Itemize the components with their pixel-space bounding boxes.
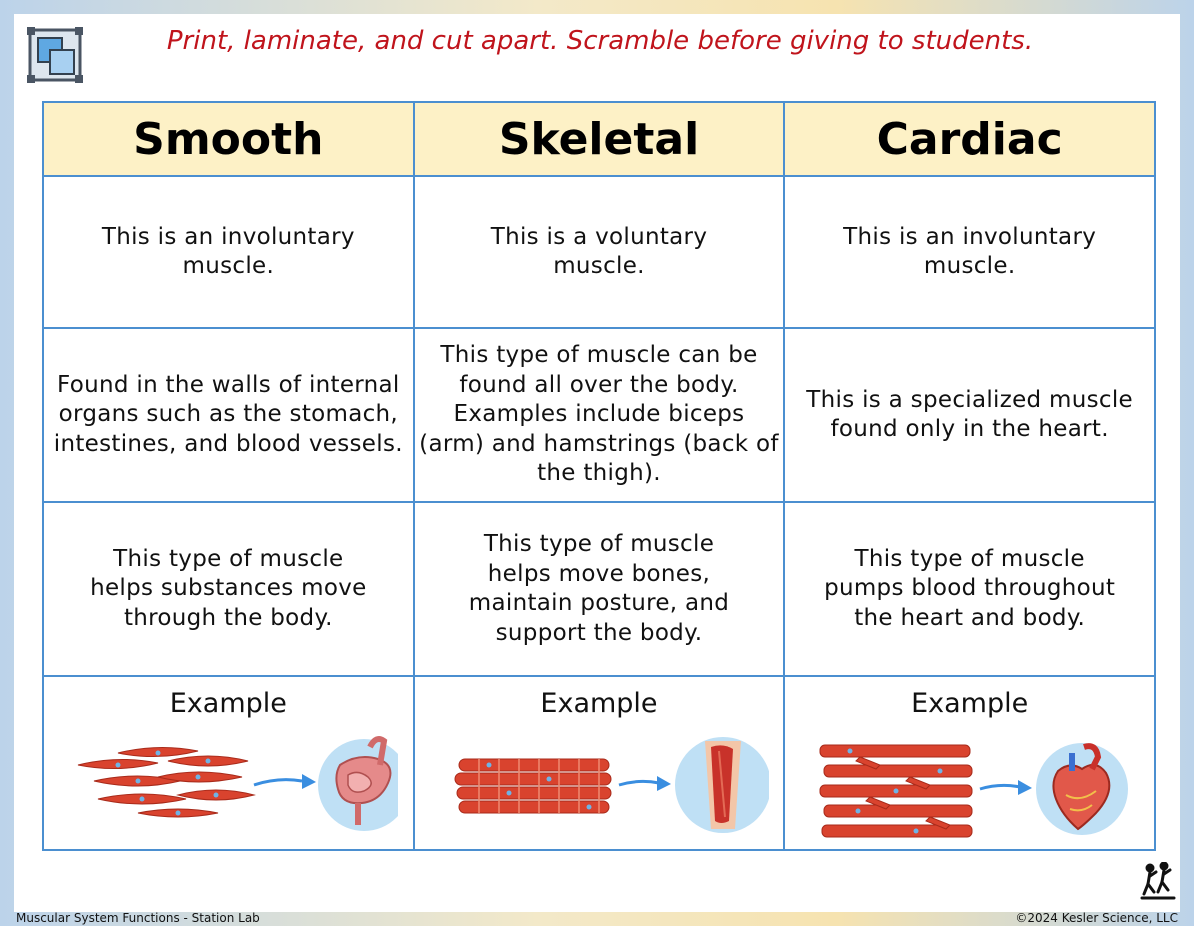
card-cardiac-example — [784, 676, 1155, 850]
card-text: This type of muscle helps substances move through the body. — [90, 545, 367, 631]
cardiac-muscle-to-heart-icon — [800, 725, 1140, 845]
card-skeletal-function — [414, 502, 785, 676]
card-text: This is an involuntary muscle. — [843, 223, 1097, 279]
heading-skeletal: Skeletal — [414, 102, 785, 176]
card-smooth-location — [43, 328, 414, 502]
footer-copyright: ©2024 Kesler Science, LLC — [1015, 911, 1178, 925]
example-label: Example — [540, 687, 658, 719]
example-label: Example — [911, 687, 1029, 719]
kesler-logo-icon — [1140, 862, 1178, 902]
card-cardiac-location — [784, 328, 1155, 502]
card-text: This type of muscle pumps blood throughout the heart and body. — [824, 545, 1116, 631]
example-label: Example — [169, 687, 287, 719]
card-text: Found in the walls of internal organs such as the stomach, intestines, and blood vessels. — [53, 371, 403, 457]
card-smooth-control — [43, 176, 414, 328]
heading-cardiac: Cardiac — [784, 102, 1155, 176]
card-text: This is an involuntary muscle. — [101, 223, 355, 279]
card-smooth-example — [43, 676, 414, 850]
card-skeletal-location — [414, 328, 785, 502]
skeletal-muscle-to-leg-icon — [429, 725, 769, 845]
card-text: This is a voluntary muscle. — [490, 223, 708, 279]
instruction-text: Print, laminate, and cut apart. Scramble before giving to students. — [166, 26, 1034, 56]
footer-title: Muscular System Functions - Station Lab — [16, 911, 260, 925]
cut-apart-icon — [26, 26, 84, 84]
card-text: This is a specialized muscle found only in the heart. — [806, 386, 1134, 442]
card-smooth-function — [43, 502, 414, 676]
card-skeletal-example — [414, 676, 785, 850]
smooth-muscle-to-intestine-icon — [58, 725, 398, 845]
card-skeletal-control — [414, 176, 785, 328]
card-text: This type of muscle can be found all over the body. Examples include biceps (arm) and hamstrings (back of the thigh). — [419, 342, 779, 487]
card-cardiac-function — [784, 502, 1155, 676]
card-text: This type of muscle helps move bones, maintain posture, and support the body. — [468, 531, 730, 646]
heading-smooth: Smooth — [43, 102, 414, 176]
card-cardiac-control — [784, 176, 1155, 328]
muscle-types-table — [42, 101, 1156, 851]
